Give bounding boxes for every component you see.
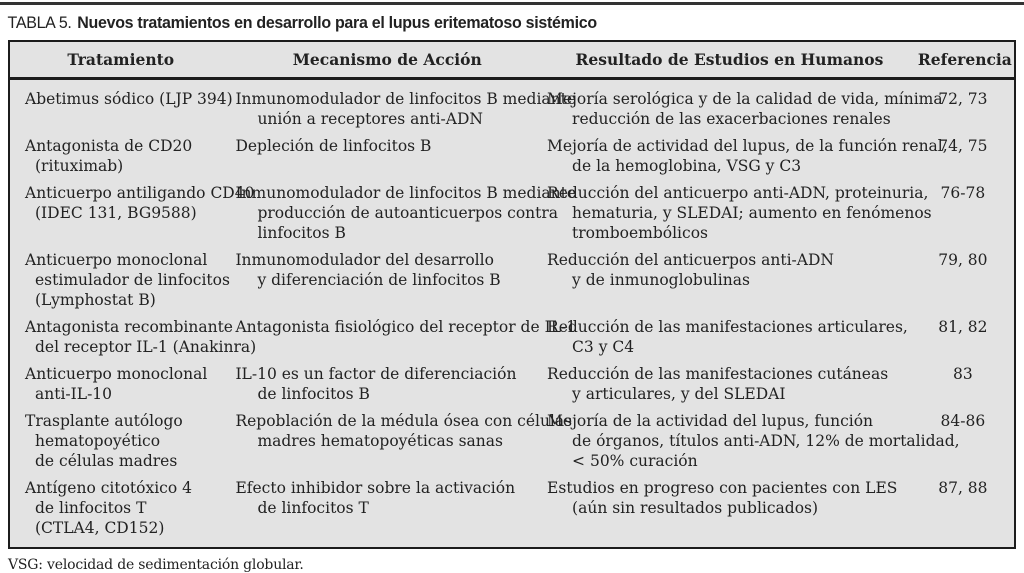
cell-line: Depleción de linfocitos B — [235, 137, 432, 155]
cell-line: y de inmunoglobulinas — [572, 271, 750, 289]
cell-line: madres hematopoyéticas sanas — [257, 432, 503, 450]
cell-line: Antagonista fisiológico del receptor de IL-1 — [235, 318, 577, 336]
cell-line: Efecto inhibidor sobre la activación — [235, 479, 516, 497]
cell-line: y diferenciación de linfocitos B — [257, 271, 501, 289]
cell-line: Reducción de las manifestaciones cutáneas — [547, 365, 889, 383]
table-title — [0, 5, 963, 40]
cell-line: de la hemoglobina, VSG y C3 — [572, 157, 802, 175]
reference-cell: 72, 73 — [938, 90, 988, 108]
mechanism-cell — [231, 310, 577, 357]
table-footnote: VSG: velocidad de sedimentación globular. — [8, 557, 304, 573]
results-cell — [543, 357, 916, 404]
table-caption: Nuevos tratamientos en desarrollo para el lupus eritematoso sistémico — [77, 13, 597, 32]
cell-line: Trasplante autólogo — [25, 412, 183, 430]
header-row — [9, 41, 1015, 79]
cell-line: Reducción del anticuerpo anti-ADN, proteinuria, — [547, 184, 929, 202]
treatment-cell — [9, 79, 231, 130]
treatment-cell — [9, 176, 255, 243]
cell-line: Mejoría de actividad del lupus, de la función renal, — [547, 137, 948, 155]
table-number: TABLA 5. — [7, 13, 72, 32]
header-treatment: Tratamiento — [9, 41, 231, 79]
cell-line: Anticuerpo monoclonal — [25, 365, 208, 383]
cell-line: Inmunomodulador del desarrollo — [235, 251, 494, 269]
cell-line: de linfocitos B — [257, 385, 370, 403]
cell-line: IL-10 es un factor de diferenciación — [235, 365, 517, 383]
mechanism-cell — [231, 357, 543, 404]
table-row — [9, 129, 1015, 176]
cell-line: del receptor IL-1 (Anakinra) — [35, 338, 257, 356]
document-page — [0, 2, 1024, 573]
cell-line: Abetimus sódico (LJP 394) — [25, 90, 233, 108]
cell-line: reducción de las exacerbaciones renales — [572, 110, 891, 128]
cell-line: producción de autoanticuerpos contra — [257, 204, 559, 222]
table-row — [9, 404, 1015, 471]
results-cell — [543, 310, 916, 357]
cell-line: Antagonista de CD20 — [25, 137, 193, 155]
treatment-cell — [9, 357, 231, 404]
mechanism-cell — [231, 79, 577, 130]
table-row — [9, 471, 1015, 548]
header-reference: Referencia — [916, 41, 1015, 79]
mechanism-cell — [231, 243, 543, 310]
cell-line: C3 y C4 — [572, 338, 635, 356]
mechanism-cell — [231, 471, 543, 548]
cell-line: Anticuerpo monoclonal — [25, 251, 208, 269]
table-body — [9, 79, 1015, 549]
cell-line: (IDEC 131, BG9588) — [35, 204, 197, 222]
cell-line: (Lymphostat B) — [35, 291, 156, 309]
cell-line: (aún sin resultados publicados) — [572, 499, 819, 517]
reference-cell: 79, 80 — [938, 251, 988, 269]
results-cell — [543, 471, 916, 548]
header-results: Resultado de Estudios en Humanos — [543, 41, 916, 79]
cell-line: Antagonista recombinante — [25, 318, 233, 336]
reference-cell: 84-86 — [940, 412, 986, 430]
cell-line: Reducción del anticuerpos anti-ADN — [547, 251, 834, 269]
cell-line: de células madres — [35, 452, 178, 470]
cell-line: Reducción de las manifestaciones articulares, — [547, 318, 908, 336]
results-cell — [543, 129, 948, 176]
mechanism-cell — [231, 129, 543, 176]
cell-line: < 50% curación — [572, 452, 698, 470]
table-row — [9, 176, 1015, 243]
cell-line: Mejoría serológica y de la calidad de vida, mínima — [547, 90, 943, 108]
table-row — [9, 310, 1015, 357]
cell-line: Inmunomodulador de linfocitos B mediante — [235, 184, 577, 202]
treatment-cell — [9, 310, 257, 357]
cell-line: hematuria, y SLEDAI; aumento en fenómenos — [572, 204, 932, 222]
mechanism-cell — [231, 176, 577, 243]
cell-line: Anticuerpo antiligando CD40 — [25, 184, 255, 202]
cell-line: Repoblación de la médula ósea con células — [235, 412, 573, 430]
treatments-table — [8, 40, 1016, 549]
table-row — [9, 357, 1015, 404]
cell-line: de linfocitos T — [257, 499, 369, 517]
results-cell — [543, 176, 932, 243]
reference-cell: 83 — [953, 365, 973, 383]
cell-line: (CTLA4, CD152) — [35, 519, 165, 537]
table-header — [9, 41, 1015, 79]
cell-line: y articulares, y del SLEDAI — [572, 385, 786, 403]
cell-line: de linfocitos T — [35, 499, 147, 517]
results-cell — [543, 79, 943, 130]
cell-line: tromboembólicos — [572, 224, 708, 242]
cell-line: unión a receptores anti-ADN — [257, 110, 483, 128]
mechanism-cell — [231, 404, 573, 471]
reference-cell: 87, 88 — [938, 479, 988, 497]
cell-line: de órganos, títulos anti-ADN, 12% de mortalidad, — [572, 432, 960, 450]
cell-line: Mejoría de la actividad del lupus, función — [547, 412, 874, 430]
reference-cell: 81, 82 — [938, 318, 988, 336]
treatment-cell — [9, 129, 231, 176]
header-mechanism: Mecanismo de Acción — [231, 41, 543, 79]
treatment-cell — [9, 243, 231, 310]
results-cell — [543, 243, 916, 310]
reference-cell: 74, 75 — [938, 137, 988, 155]
table-row — [9, 79, 1015, 130]
cell-line: linfocitos B — [257, 224, 346, 242]
cell-line: Inmunomodulador de linfocitos B mediante — [235, 90, 577, 108]
treatment-cell — [9, 404, 231, 471]
results-cell — [543, 404, 960, 471]
cell-line: Antígeno citotóxico 4 — [25, 479, 192, 497]
cell-line: anti-IL-10 — [35, 385, 113, 403]
cell-line: estimulador de linfocitos — [35, 271, 230, 289]
table-row — [9, 243, 1015, 310]
cell-line: hematopoyético — [35, 432, 161, 450]
treatment-cell — [9, 471, 231, 548]
reference-cell: 76-78 — [940, 184, 986, 202]
cell-line: (rituximab) — [35, 157, 124, 175]
cell-line: Estudios en progreso con pacientes con LES — [547, 479, 898, 497]
